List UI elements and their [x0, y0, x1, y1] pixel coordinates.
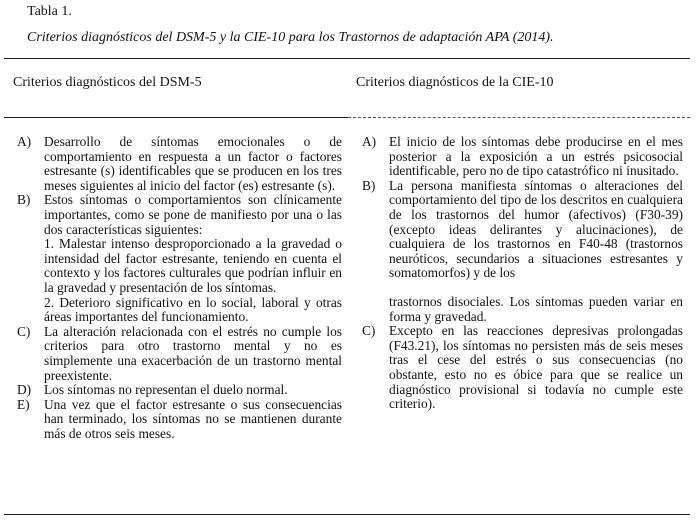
- dsm5-criterion-e: [17, 398, 342, 442]
- cie10-criterion-b-continued: trastornos disociales. Los síntomas pueden variar en forma y gravedad.: [389, 293, 683, 324]
- criterion-text: Estos síntomas o comportamientos son clínicamente importantes, como se pone de manifiesto por una o las dos características siguientes:: [44, 192, 342, 237]
- criterion-marker: A): [362, 134, 377, 149]
- criterion-text: Los síntomas no representan el duelo normal.: [44, 382, 288, 398]
- header-dsm5: Criterios diagnósticos del DSM-5: [13, 75, 202, 90]
- dsm5-criteria-column: [17, 135, 342, 441]
- criterion-marker: B): [362, 177, 376, 193]
- criterion-marker: A): [17, 134, 32, 149]
- header-rule-left: [4, 117, 348, 118]
- table-number: Tabla 1.: [27, 4, 72, 19]
- table-caption: Criterios diagnósticos del DSM-5 y la CIE-10 para los Trastornos de adaptación APA (2014).: [27, 30, 554, 45]
- criterion-text: El inicio de los síntomas debe producirse en el mes posterior a la exposición a un estrés psicosocial identificable, pero no de tipo catastrófico ni inusitado.: [389, 134, 683, 179]
- dsm5-criterion-c: [17, 325, 342, 383]
- dsm5-criterion-a: [17, 135, 342, 193]
- criterion-marker: D): [17, 382, 32, 398]
- criterion-text: Una vez que el factor estresante o sus consecuencias han terminado, los síntomas no se mantienen durante más de otros seis meses.: [44, 396, 342, 441]
- criterion-text: Desarrollo de síntomas emocionales o de comportamiento en respuesta a un factor o factores estresante (s) identificables que se producen en los tres meses siguientes al inicio del factor (es) estresante (s).: [44, 134, 342, 193]
- criterion-marker: B): [17, 192, 31, 208]
- cie10-criterion-c: [362, 324, 683, 412]
- criterion-text: La alteración relacionada con el estrés no cumple los criterios para otro trastorno mental y no es simplemente una exacerbación de un trastorno mental preexistente.: [44, 323, 342, 383]
- cie10-criterion-a: [362, 135, 683, 179]
- criterion-marker: C): [17, 323, 31, 339]
- criterion-marker: E): [17, 396, 30, 412]
- header-cie10: Criterios diagnósticos de la CIE-10: [356, 75, 554, 90]
- dsm5-criterion-b2: [17, 296, 342, 325]
- subcriterion-text: 1. Malestar intenso desproporcionado a la gravedad o intensidad del factor estresante, teniendo en cuenta el contexto y los factores culturales que podrían influir en la gravedad y presentación de los síntomas.: [44, 236, 342, 295]
- subcriterion-text: 2. Deterioro significativo en lo social, laboral y otras áreas importantes del funcionamiento.: [44, 294, 342, 325]
- dsm5-criterion-d: [17, 383, 342, 398]
- cie10-criterion-b: [362, 179, 683, 281]
- cie10-criteria-column: [362, 135, 683, 412]
- bottom-rule: [4, 514, 690, 515]
- criterion-marker: C): [362, 323, 376, 339]
- criterion-text: La persona manifiesta síntomas o alteraciones del comportamiento del tipo de los descritos en cualquiera de los trastornos del humor (afectivos) (F30-39) (excepto ideas delirantes y alucinaciones), de cualquiera de los trastornos en F40-48 (trastornos neuróticos, secundarios a situaciones estresantes y somatomorfos) y de los: [389, 177, 683, 281]
- dsm5-criterion-b: [17, 193, 342, 237]
- header-rule-right: [348, 117, 690, 118]
- top-rule: [4, 58, 690, 59]
- spacer: [362, 281, 683, 295]
- criterion-text: Excepto en las reacciones depresivas prolongadas (F43.21), los síntomas no persisten más de seis meses tras el cese del estrés o sus consecuencias (no obstante, esto no es óbice para que se realice un diagnóstico provisional si todavía no cumple este criterio).: [389, 323, 683, 412]
- dsm5-criterion-b1: [17, 237, 342, 295]
